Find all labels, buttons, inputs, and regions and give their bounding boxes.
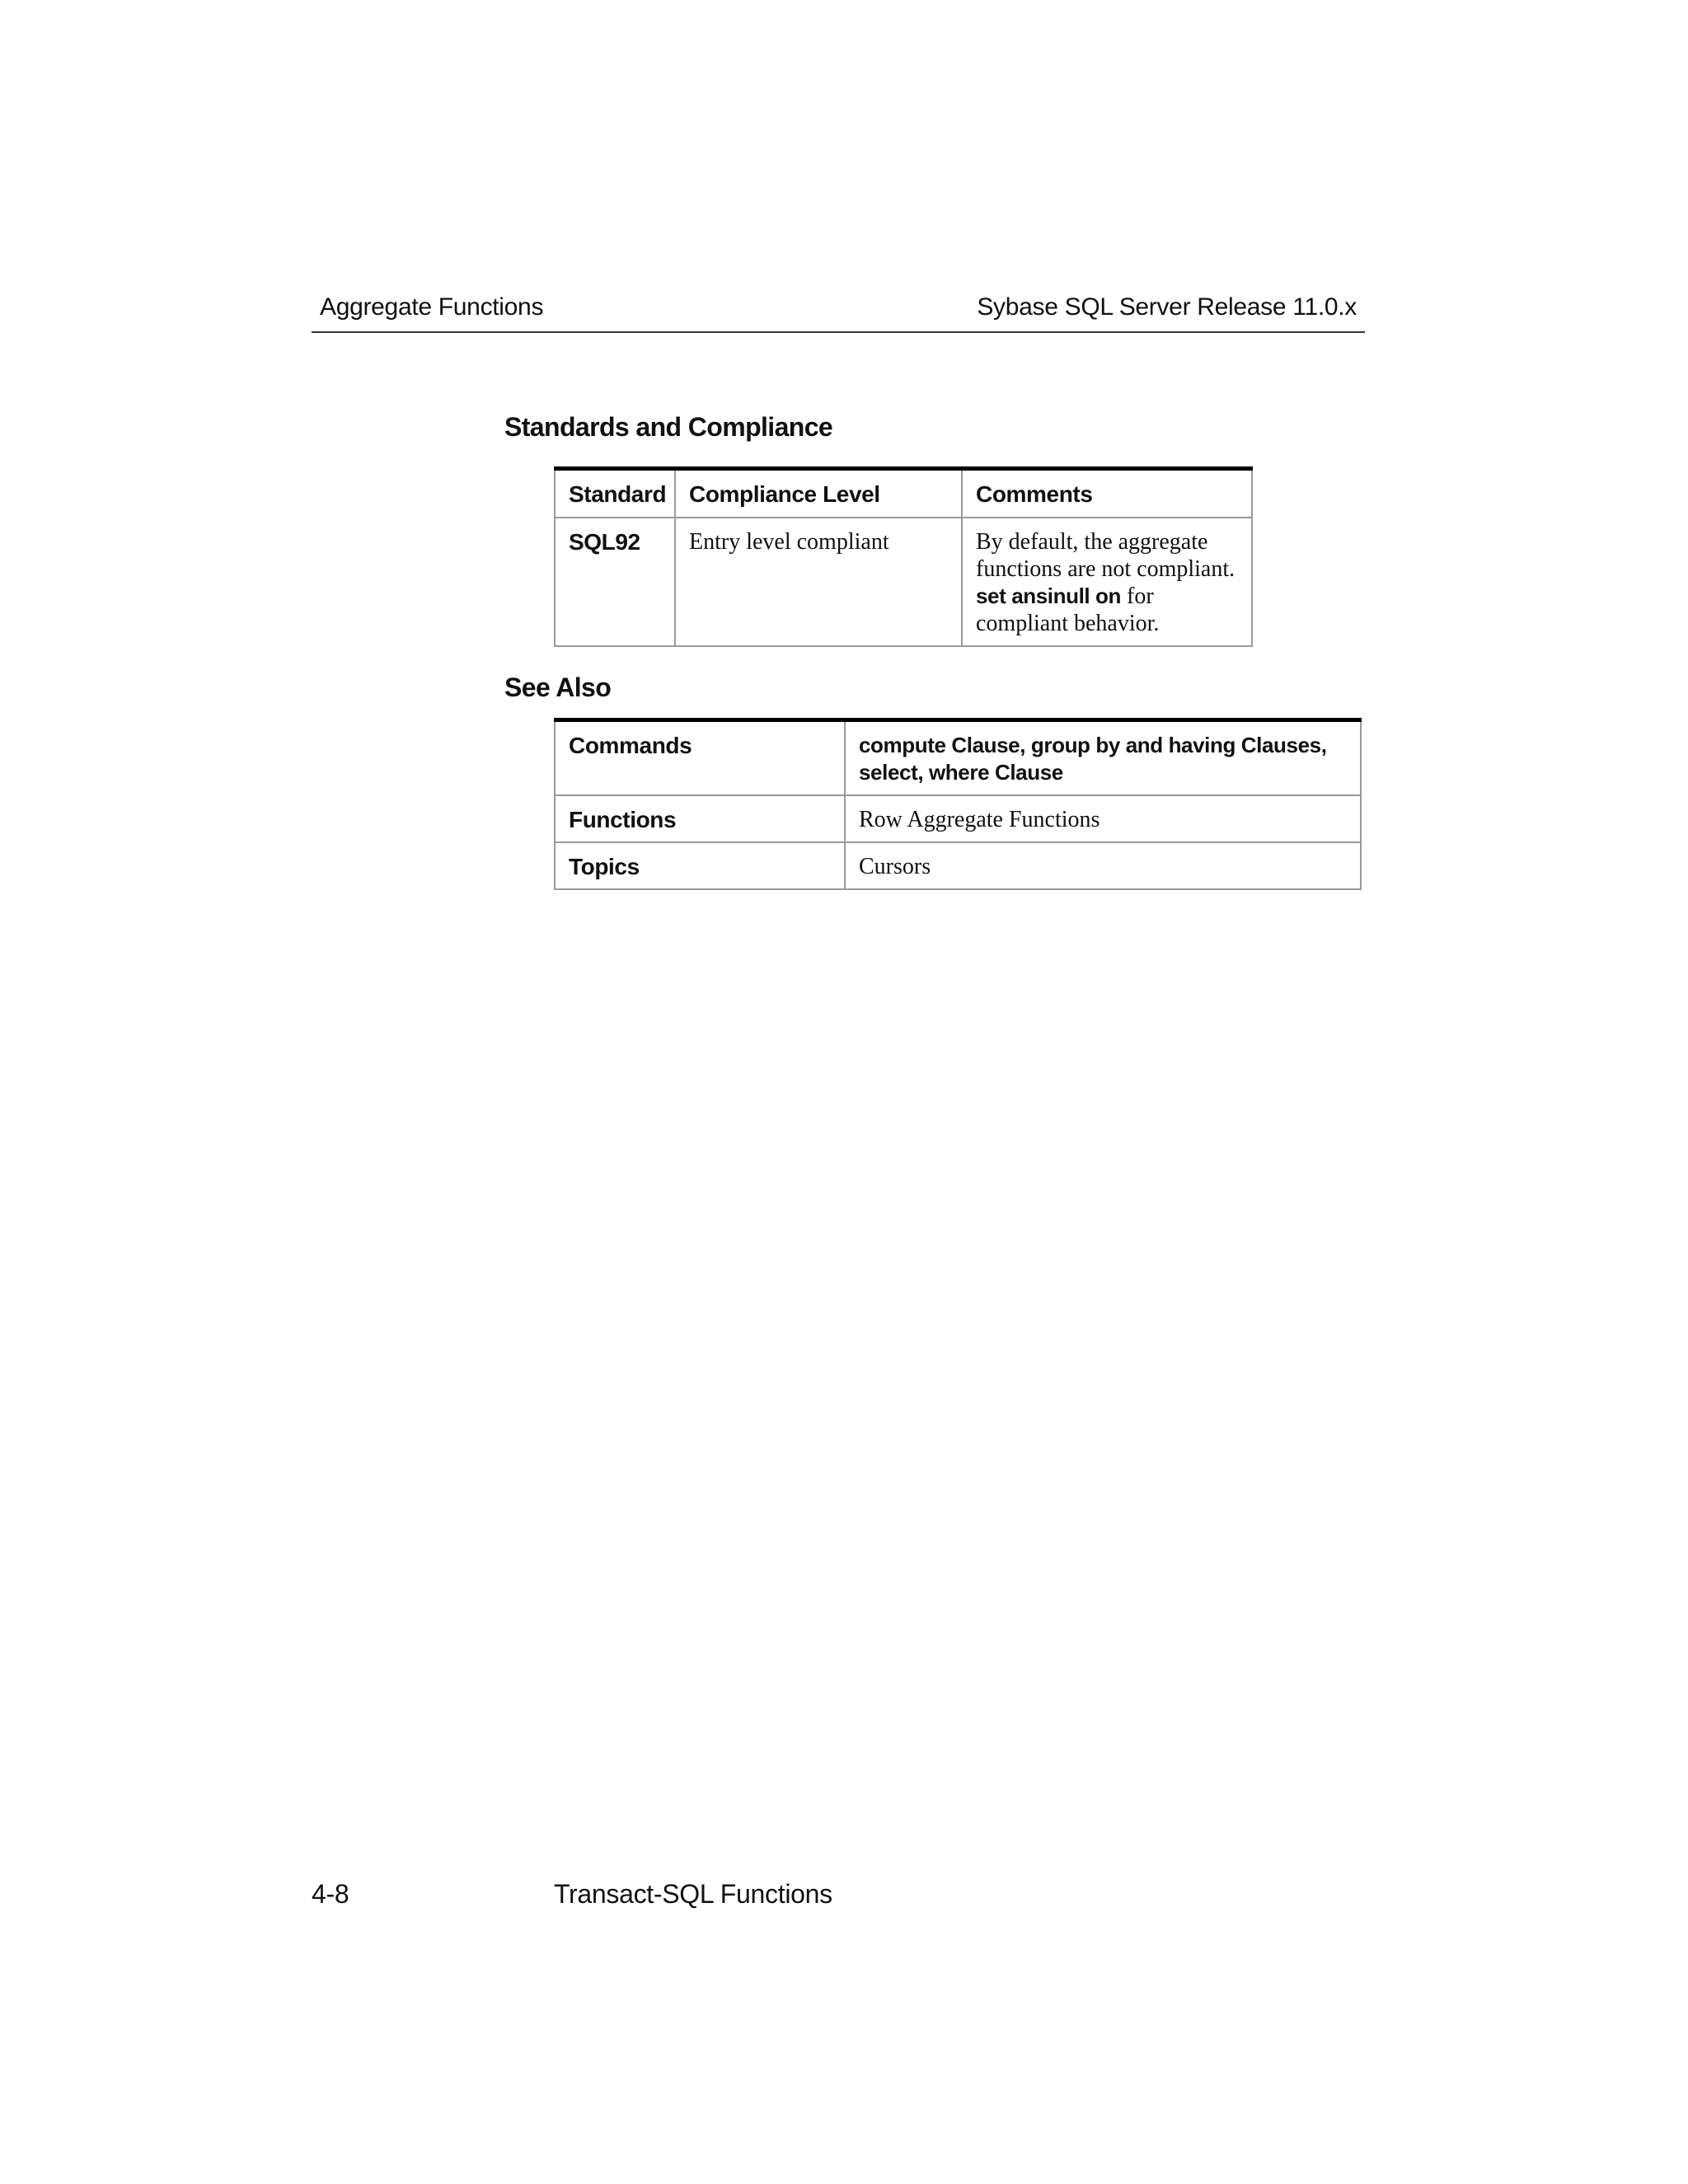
- standards-heading: Standards and Compliance: [504, 412, 833, 442]
- link-cursors[interactable]: Cursors: [845, 842, 1361, 889]
- chapter-title: Aggregate Functions: [320, 293, 544, 321]
- link-select[interactable]: select: [859, 760, 918, 785]
- table-row: [555, 518, 1252, 646]
- column-header-comments: Comments: [962, 469, 1252, 518]
- column-header-standard: Standard: [555, 469, 675, 518]
- page-number: 4-8: [312, 1879, 349, 1909]
- table-row: [555, 842, 1361, 889]
- link-compute-clause[interactable]: compute Clause: [859, 733, 1020, 757]
- standards-table: [554, 466, 1253, 647]
- category-topics: Topics: [555, 842, 845, 889]
- book-title: Transact-SQL Functions: [554, 1879, 832, 1909]
- link-row-aggregate-functions[interactable]: Row Aggregate Functions: [845, 795, 1361, 842]
- table-row: [555, 720, 1361, 796]
- commands-links: compute Clause, group by and having Clauses, select, where Clause: [845, 720, 1361, 796]
- running-header: [312, 288, 1365, 333]
- comment-text-end: for compliant behavior.: [976, 583, 1160, 636]
- see-also-heading: See Also: [504, 673, 612, 702]
- comment-text: By default, the aggregate functions are not compliant.: [976, 529, 1236, 582]
- link-where-clause[interactable]: where Clause: [928, 760, 1063, 785]
- table-row: [555, 795, 1361, 842]
- compliance-level-cell: Entry level compliant: [675, 518, 962, 646]
- link-group-by-having-clauses[interactable]: group by and having Clauses: [1030, 733, 1321, 757]
- column-header-compliance-level: Compliance Level: [675, 469, 962, 518]
- comments-cell: [962, 518, 1252, 646]
- product-release: Sybase SQL Server Release 11.0.x: [977, 293, 1357, 321]
- see-also-table: [554, 718, 1362, 890]
- table-header-row: [555, 469, 1252, 518]
- category-commands: Commands: [555, 720, 845, 796]
- standard-cell: SQL92: [555, 518, 675, 646]
- comment-keyword: set ansinull on: [976, 583, 1122, 608]
- category-functions: Functions: [555, 795, 845, 842]
